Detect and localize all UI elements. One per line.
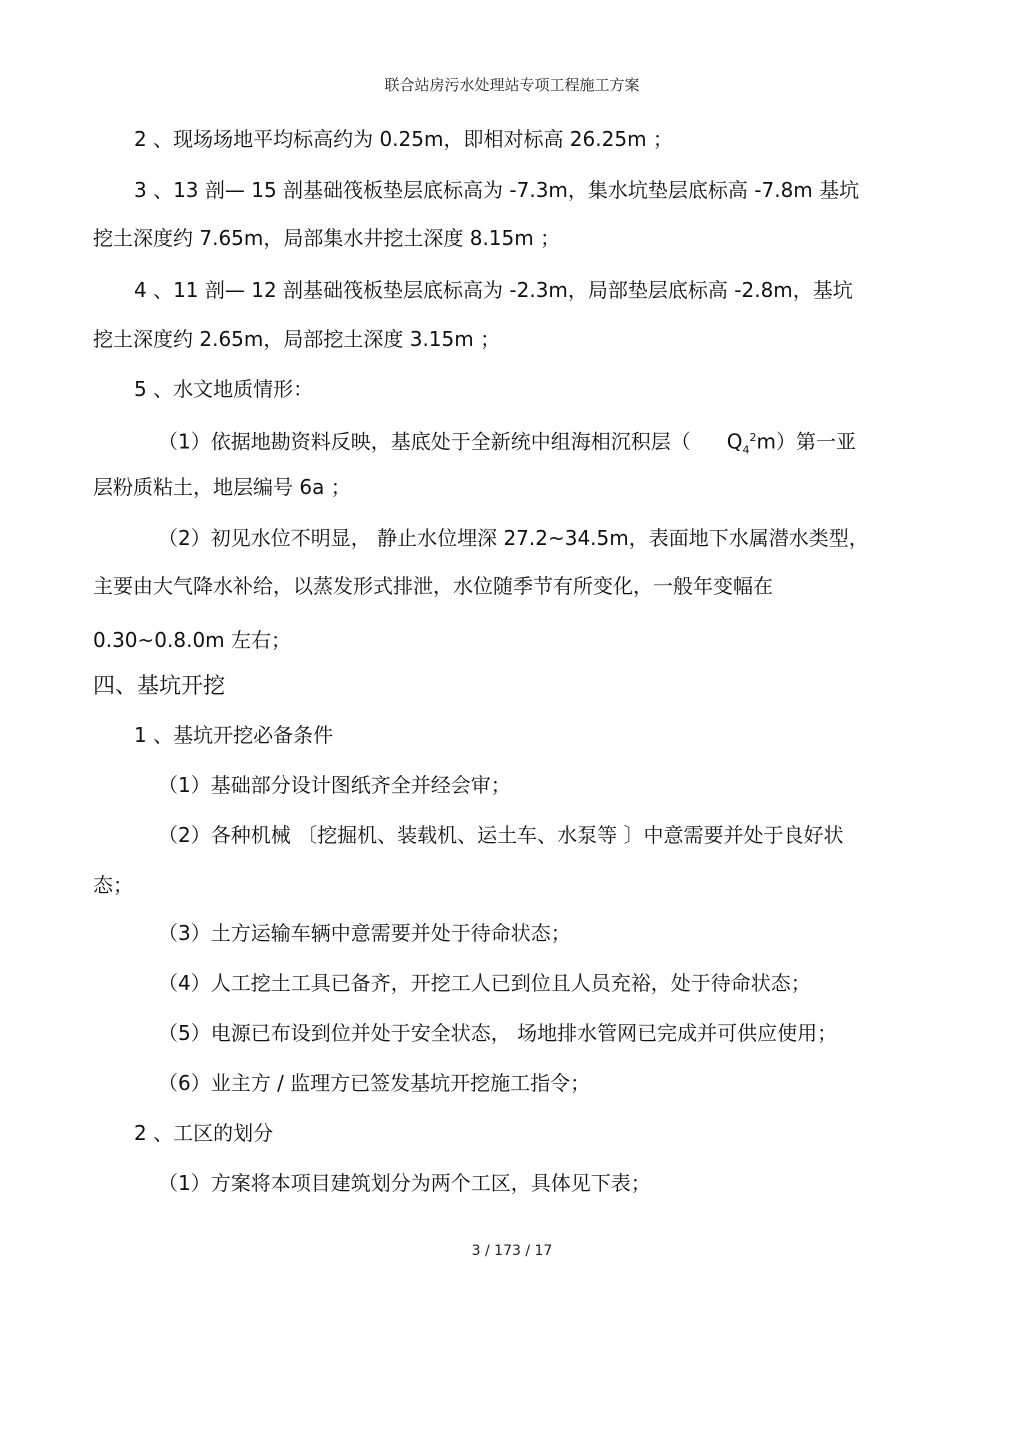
subheading-conditions: 1 、基坑开挖必备条件 — [134, 723, 334, 747]
page-number: 3 / 173 / 17 — [471, 1243, 553, 1259]
paragraph-water-level: （2）初见水位不明显， 静止水位埋深 27.2~34.5m，表面地下水属潜水类型， — [158, 526, 869, 550]
paragraph-geology-1-cont: 层粉质粘土，地层编号 6a ； — [93, 475, 351, 499]
paragraph-13-15-depth: 挖土深度约 7.65m，局部集水井挖土深度 8.15m ； — [93, 226, 561, 250]
condition-item-2-cont: 态； — [93, 873, 133, 897]
geology-formula-q: Q — [726, 429, 743, 454]
geology-formula-sup: 2 — [749, 431, 757, 444]
subheading-work-zones: 2 、工区的划分 — [134, 1121, 274, 1145]
paragraph-hydrogeology: 5 、水文地质情形： — [134, 377, 314, 401]
work-zone-item-1: （1）方案将本项目建筑划分为两个工区，具体见下表； — [158, 1171, 651, 1195]
section-heading-excavation: 四、基坑开挖 — [93, 674, 226, 699]
paragraph-site-elevation: 2 、现场场地平均标高约为 0.25m，即相对标高 26.25m ； — [134, 127, 673, 151]
running-header: 联合站房污水处理站专项工程施工方案 — [384, 76, 640, 94]
condition-item-3: （3）土方运输车辆中意需要并处于待命状态； — [158, 921, 571, 945]
geology-1-text: （1）依据地勘资料反映，基底处于全新统中组海相沉积层（ — [158, 429, 691, 454]
paragraph-13-15-elevation: 3 、13 剖— 15 剖基础筏板垫层底标高为 -7.3m，集水坑垫层底标高 -7.8m 基坑 — [134, 178, 860, 202]
paragraph-water-level-range: 0.30~0.8.0m 左右； — [93, 628, 292, 652]
paragraph-11-12-depth: 挖土深度约 2.65m，局部挖土深度 3.15m ； — [93, 327, 501, 351]
condition-item-5: （5）电源已布设到位并处于安全状态， 场地排水管网已完成并可供应使用； — [158, 1021, 838, 1045]
paragraph-water-level-cont: 主要由大气降水补给，以蒸发形式排泄，水位随季节有所变化，一般年变幅在 — [93, 574, 773, 598]
paragraph-11-12-elevation: 4 、11 剖— 12 剖基础筏板垫层底标高为 -2.3m，局部垫层底标高 -2.8m，基坑 — [134, 278, 853, 302]
paragraph-geology-1 — [158, 425, 856, 464]
condition-item-6: （6）业主方 / 监理方已签发基坑开挖施工指令； — [158, 1071, 591, 1095]
geology-1-tail: m）第一亚 — [756, 429, 856, 454]
geology-formula-sub: 4 — [742, 443, 750, 457]
condition-item-2: （2）各种机械 〔挖掘机、装载机、运土车、水泵等 〕中意需要并处于良好状 — [158, 823, 844, 847]
condition-item-4: （4）人工挖土工具已备齐，开挖工人已到位且人员充裕，处于待命状态； — [158, 971, 811, 995]
condition-item-1: （1）基础部分设计图纸齐全并经会审； — [158, 773, 511, 797]
